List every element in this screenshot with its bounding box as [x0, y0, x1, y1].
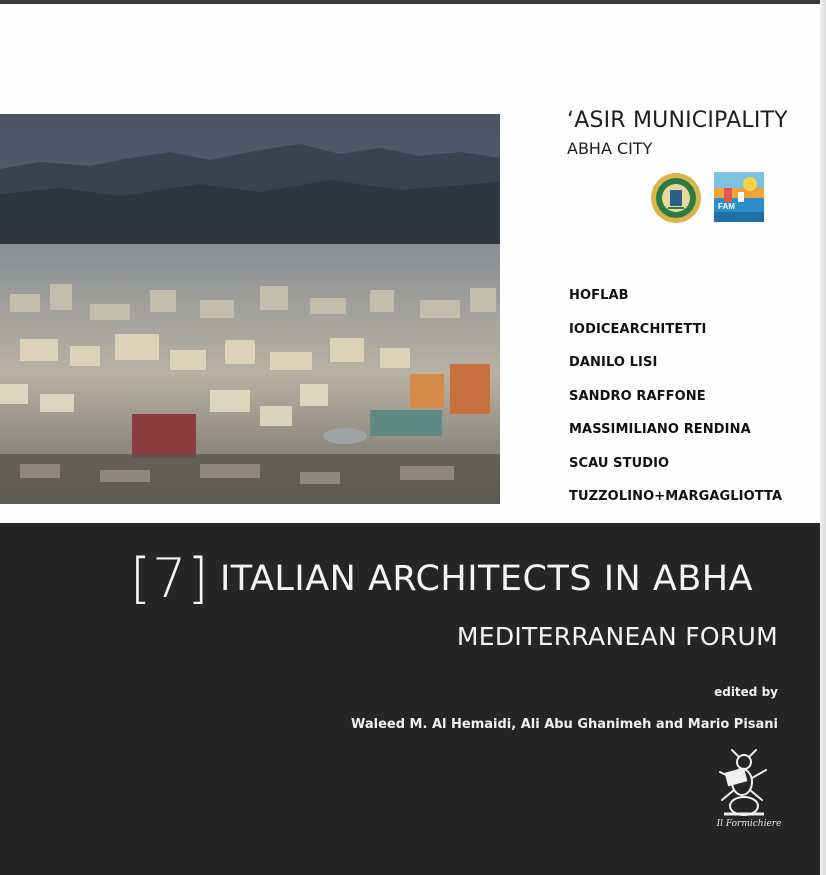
contributor-list: [569, 288, 782, 523]
contributor-item: SCAU STUDIO: [569, 455, 670, 471]
municipality-title: ‘ASIR MUNICIPALITY: [567, 108, 788, 133]
contributor-item: HOFLAB: [569, 288, 629, 303]
book-subtitle: MEDITERRANEAN FORUM: [456, 622, 778, 651]
logos: [650, 172, 770, 224]
top-edge: [0, 0, 826, 4]
contributor-item: TUZZOLINO+MARGAGLIOTTA: [569, 489, 783, 504]
fam-logo-icon: [714, 172, 764, 222]
page-edge: [820, 0, 826, 875]
fam-label: FAM: [718, 202, 735, 211]
municipality-block: [567, 108, 788, 158]
municipality-seal-icon: [650, 172, 702, 224]
series-number: [7]: [130, 547, 210, 610]
book-title-text: ITALIAN ARCHITECTS IN ABHA: [219, 558, 754, 599]
contributor-item: MASSIMILIANO RENDINA: [569, 422, 751, 437]
contributor-item: SANDRO RAFFONE: [569, 388, 706, 404]
publisher-name: Il Formichiere: [716, 819, 782, 829]
city-photo: [0, 114, 500, 504]
contributor-item: DANILO LISI: [569, 355, 658, 370]
book-title: [130, 547, 753, 610]
editors-names: Waleed M. Al Hemaidi, Ali Abu Ghanimeh and Mario Pisani: [350, 717, 778, 732]
edited-by-label: edited by: [714, 685, 778, 699]
city-name: ABHA CITY: [567, 139, 653, 158]
contributor-item: IODICEARCHITETTI: [569, 321, 707, 337]
